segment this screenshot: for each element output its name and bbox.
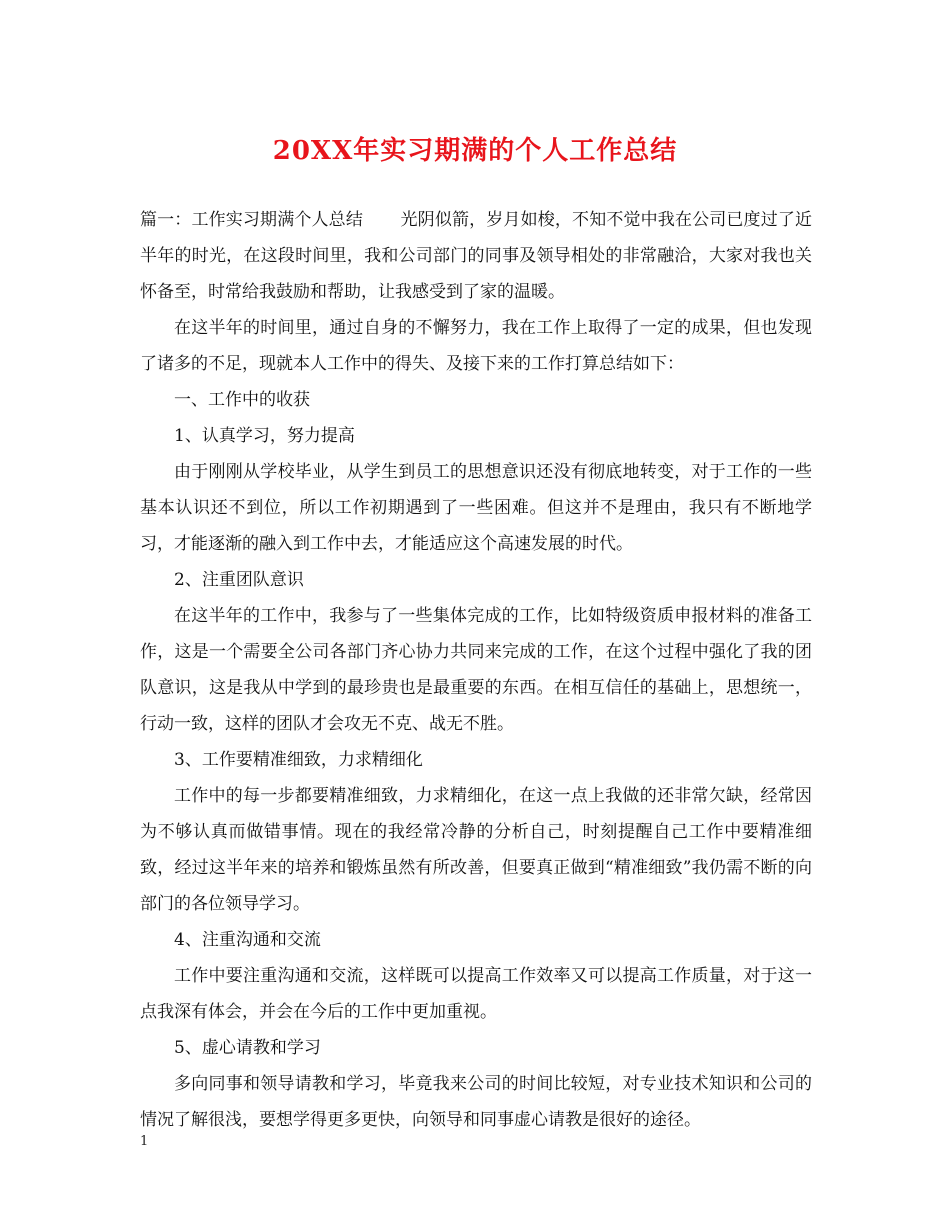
document-title: 20XX年实习期满的个人工作总结 [272, 136, 678, 166]
document-body [140, 202, 812, 1138]
paragraph: 工作中的每一步都要精准细致，力求精细化，在这一点上我做的还非常欠缺，经常因为不够认真而做错事情。现在的我经常冷静的分析自己，时刻提醒自己工作中要精准细致，经过这半年来的培养和锻炼虽然有所改善，但要真正做到“精准细致”我仍需不断的向部门的各位领导学习。 [140, 786, 812, 914]
subsection-heading: 2、注重团队意识 [174, 570, 304, 590]
paragraph: 在这半年的工作中，我参与了一些集体完成的工作，比如特级资质申报材料的准备工作，这是一个需要全公司各部门齐心协力共同来完成的工作，在这个过程中强化了我的团队意识，这是我从中学到的最珍贵也是最重要的东西。在相互信任的基础上，思想统一，行动一致，这样的团队才会攻无不克、战无不胜。 [140, 606, 812, 734]
subsection-heading: 3、工作要精准细致，力求精细化 [174, 750, 423, 770]
section-heading: 一、工作中的收获 [174, 390, 310, 410]
intro-text: 光阴似箭，岁月如梭，不知不觉中我在公司已度过了近半年的时光，在这段时间里，我和公司部门的同事及领导相处的非常融洽，大家对我也关怀备至，时常给我鼓励和帮助，让我感受到了家的温暖。 [140, 210, 813, 302]
paragraph: 工作中要注重沟通和交流，这样既可以提高工作效率又可以提高工作质量，对于这一点我深有体会，并会在今后的工作中更加重视。 [140, 966, 812, 1022]
subsection-heading: 5、虚心请教和学习 [174, 1038, 321, 1058]
paragraph: 多向同事和领导请教和学习，毕竟我来公司的时间比较短，对专业技术知识和公司的情况了解很浅，要想学得更多更快，向领导和同事虚心请教是很好的途径。 [140, 1074, 812, 1130]
subsection-heading: 4、注重沟通和交流 [174, 930, 321, 950]
paragraph: 由于刚刚从学校毕业，从学生到员工的思想意识还没有彻底地转变，对于工作的一些基本认识还不到位，所以工作初期遇到了一些困难。但这并不是理由，我只有不断地学习，才能逐渐的融入到工作中去，才能适应这个高速发展的时代。 [140, 462, 812, 554]
subsection-heading: 1、认真学习，努力提高 [174, 426, 355, 446]
intro-paragraph [140, 202, 812, 310]
paragraph: 在这半年的时间里，通过自身的不懈努力，我在工作上取得了一定的成果，但也发现了诸多的不足，现就本人工作中的得失、及接下来的工作打算总结如下： [140, 318, 812, 374]
section-label: 篇一：工作实习期满个人总结 [140, 210, 363, 230]
page-number: 1 [140, 1134, 149, 1149]
